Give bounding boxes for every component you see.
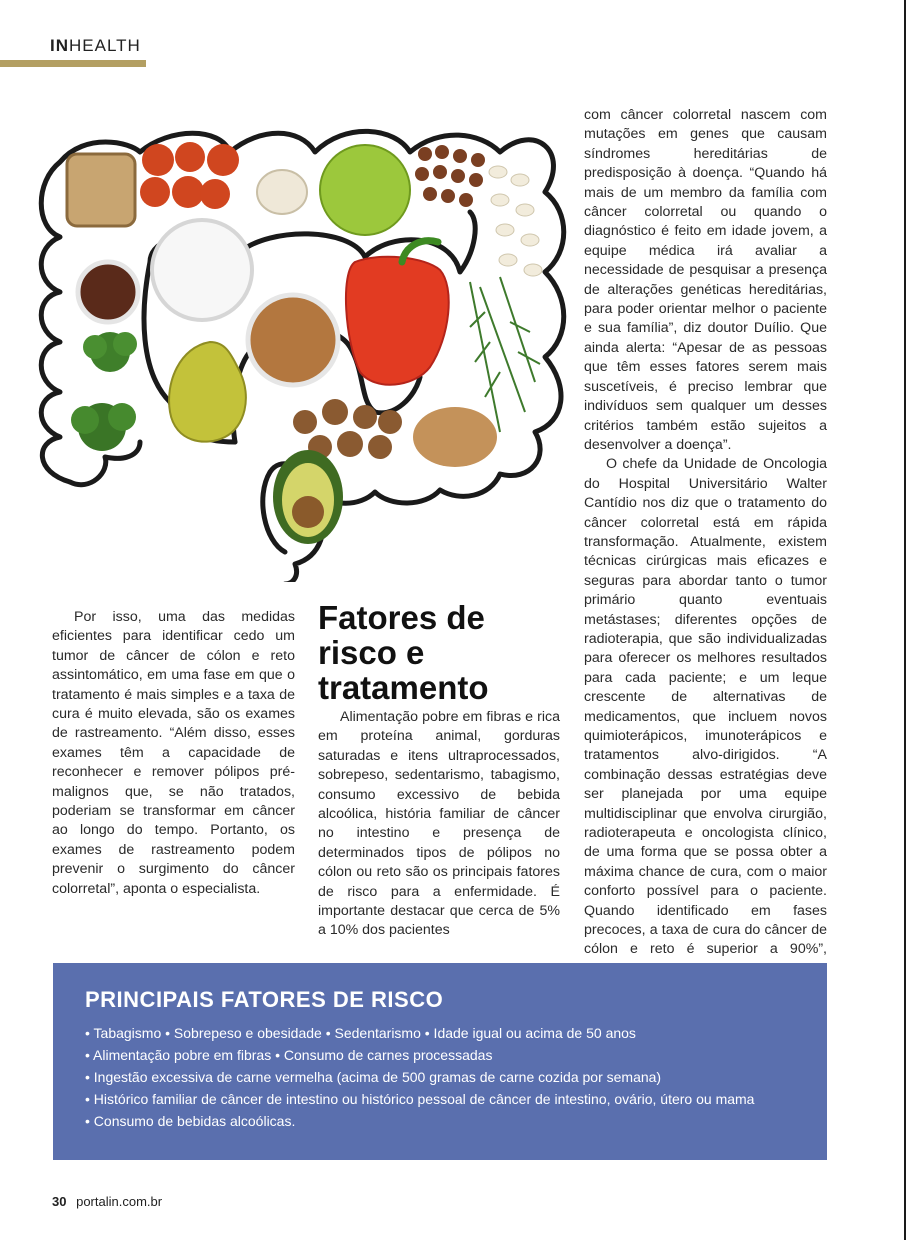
- risk-factors-box: [53, 963, 827, 1160]
- dill: [470, 277, 540, 432]
- seed-bowl: [248, 295, 338, 385]
- white-beans: [489, 166, 542, 276]
- hazelnuts: [415, 145, 485, 207]
- garlic: [257, 170, 307, 214]
- intestine-food-illustration: [30, 112, 575, 582]
- page-number: 30: [52, 1194, 67, 1209]
- article-column-middle: [318, 708, 560, 941]
- section-headline: Fatores de risco e tratamento: [318, 599, 489, 706]
- wheat-grains: [413, 407, 497, 467]
- article-column-left: [52, 608, 295, 899]
- list-item: • Tabagismo • Sobrepeso e obesidade • Sedentarismo • Idade igual ou acima de 50 anos: [85, 1025, 636, 1041]
- broccoli: [71, 332, 137, 451]
- bread-slice: [67, 154, 135, 226]
- risk-box-title: PRINCIPAIS FATORES DE RISCO: [85, 987, 444, 1012]
- section-tag: [50, 36, 141, 56]
- article-column-right: [584, 106, 827, 979]
- list-item: • Ingestão excessiva de carne vermelha (acima de 500 gramas de carne cozida por semana): [85, 1069, 662, 1085]
- pear: [169, 342, 246, 442]
- section-tag-bold: IN: [50, 36, 69, 55]
- green-apple: [320, 145, 410, 235]
- flaxseed-bowl: [78, 262, 138, 322]
- header-accent-bar: [0, 60, 146, 67]
- list-item: • Histórico familiar de câncer de intestino ou histórico pessoal de câncer de intestino, ovário, útero ou mama: [85, 1091, 755, 1107]
- paragraph: Por isso, uma das medidas eficientes para identificar cedo um tumor de câncer de cólon e reto assintomático, em uma fase em que o tratamento é mais simples e a taxa de cura é muito elevada, são os exames de rastreamento. “Além disso, esses exames têm a capacidade de reconhecer e remover pólipos pré-malignos que, se não tratados, poderiam se transformar em câncer ao longo do tempo. Portanto, os exames de rastreamento podem prevenir o surgimento do câncer colorretal”, aponta o especialista.: [52, 609, 295, 897]
- dried-tomatoes: [140, 142, 239, 209]
- site-link[interactable]: portalin.com.br: [76, 1194, 163, 1209]
- red-pepper: [346, 257, 449, 385]
- milk-glass: [152, 220, 252, 320]
- paragraph: O chefe da Unidade de Oncologia do Hospital Universitário Walter Cantídio nos diz que o tratamento do câncer colorretal está em rápida transformação. Atualmente, existem técnicas cirúrgicas mais eficazes e seguras para abordar tanto o tumor primário quanto eventuais metástases; diferentes opções de radioterapia, que são individualizadas para oferecer os melhores resultados para cada paciente; e um leque crescente de alternativas de medicamentos, que incluem novos quimioterápicos, imunoterápicos e tratamentos alvo-dirigidos. “A combinação dessas estratégias deve ser planejada por uma equipe multidisciplinar que envolva cirurgião, radioterapeuta e oncologista clínico, de uma forma que se possa obter a máxima chance de cura, com o maior conforto possível para o paciente. Quando identificado em fases precoces, a taxa de cura do câncer de cólon e reto é superior a 90%”,: [584, 456, 827, 958]
- section-tag-rest: HEALTH: [69, 36, 141, 55]
- paragraph: Alimentação pobre em fibras e rica em proteína animal, gorduras saturadas e itens ultraprocessados, sobrepeso, sedentarismo, tabagismo, consumo excessivo de bebida alcoólica, história familiar de câncer no intestino e presença de determinados tipos de pólipos no cólon ou reto são os principais fatores de risco para a enfermidade. É importante destacar que cerca de 5% a 10% dos pacientes: [318, 709, 560, 939]
- page-footer: [52, 1194, 162, 1209]
- paragraph: com câncer colorretal nascem com mutações em genes que causam síndromes hereditárias de predisposição à doença. “Quando há mais de um membro da família com câncer colorretal ou quando o diagnóstico é feito em idade jovem, a equipe médica irá avaliar a necessidade de pesquisar a presença de alterações genéticas hereditárias, para poder orientar melhor o paciente e sua família”, diz doutor Duílio. Que ainda alerta: “Apesar de as pessoas que têm esses fatores serem mais suscetíveis, é preciso lembrar que indivíduos sem qualquer um desses critérios também estão sujeitos a desenvolver a doença”.: [584, 107, 827, 453]
- walnuts: [293, 399, 402, 459]
- list-item: • Alimentação pobre em fibras • Consumo de carnes processadas: [85, 1047, 493, 1063]
- risk-factors-list: [85, 1022, 795, 1132]
- avocado-pit: [292, 496, 324, 528]
- list-item: • Consumo de bebidas alcoólicas.: [85, 1113, 296, 1129]
